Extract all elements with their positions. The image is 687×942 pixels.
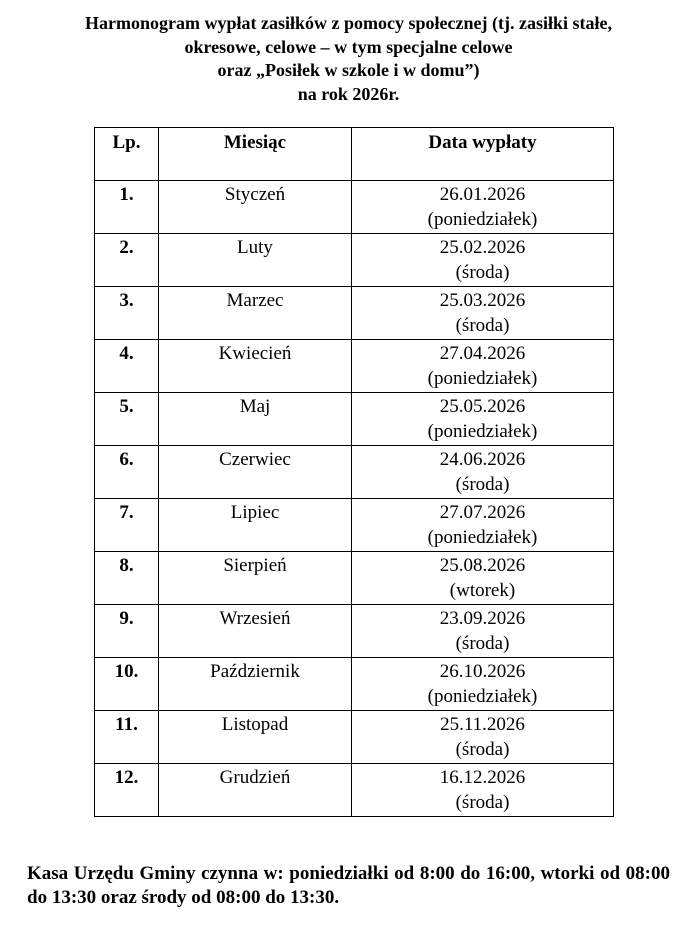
- row-payment-date: 27.07.2026: [439, 502, 526, 523]
- row-payment-date-cell: [352, 446, 614, 499]
- row-weekday: (środa): [455, 633, 510, 654]
- row-number: 10.: [95, 658, 159, 711]
- table-body: [95, 181, 614, 817]
- row-number: 5.: [95, 393, 159, 446]
- row-payment-date: 26.10.2026: [439, 661, 526, 682]
- row-weekday: (środa): [455, 739, 510, 760]
- table-row: [95, 181, 614, 234]
- header-lp: Lp.: [95, 128, 159, 181]
- table-row: [95, 499, 614, 552]
- row-number: 7.: [95, 499, 159, 552]
- table-row: [95, 764, 614, 817]
- row-payment-date: 25.11.2026: [440, 714, 525, 735]
- table-row: [95, 446, 614, 499]
- row-month: Maj: [159, 393, 352, 446]
- row-payment-date: 25.02.2026: [439, 237, 526, 258]
- row-payment-date: 25.05.2026: [439, 396, 526, 417]
- payment-schedule-table: [94, 127, 614, 817]
- header-date: Data wypłaty: [352, 128, 614, 181]
- title-line-2: okresowe, celowe – w tym specjalne celowe: [184, 36, 513, 57]
- row-number: 6.: [95, 446, 159, 499]
- table-row: [95, 552, 614, 605]
- row-month: Wrzesień: [159, 605, 352, 658]
- row-weekday: (wtorek): [449, 580, 516, 601]
- row-month: Sierpień: [159, 552, 352, 605]
- row-month: Styczeń: [159, 181, 352, 234]
- row-payment-date-cell: [352, 181, 614, 234]
- row-number: 1.: [95, 181, 159, 234]
- row-number: 11.: [95, 711, 159, 764]
- row-payment-date: 24.06.2026: [439, 449, 526, 470]
- row-payment-date: 26.01.2026: [439, 184, 526, 205]
- row-number: 9.: [95, 605, 159, 658]
- row-month: Lipiec: [159, 499, 352, 552]
- document-title: [20, 12, 677, 106]
- table-row: [95, 287, 614, 340]
- row-payment-date: 23.09.2026: [439, 608, 526, 629]
- row-weekday: (poniedziałek): [427, 421, 538, 442]
- row-payment-date-cell: [352, 234, 614, 287]
- row-weekday: (środa): [455, 474, 510, 495]
- row-payment-date-cell: [352, 393, 614, 446]
- table-header-row: [95, 128, 614, 181]
- row-month: Marzec: [159, 287, 352, 340]
- table-row: [95, 340, 614, 393]
- row-number: 8.: [95, 552, 159, 605]
- table-row: [95, 605, 614, 658]
- table-row: [95, 393, 614, 446]
- row-payment-date-cell: [352, 499, 614, 552]
- row-payment-date-cell: [352, 711, 614, 764]
- row-payment-date-cell: [352, 340, 614, 393]
- office-hours-note: Kasa Urzędu Gminy czynna w: poniedziałki od 8:00 do 16:00, wtorki od 08:00 do 13:30 oraz środy od 08:00 do 13:30.: [27, 863, 670, 908]
- row-payment-date-cell: [352, 287, 614, 340]
- row-number: 12.: [95, 764, 159, 817]
- row-number: 3.: [95, 287, 159, 340]
- row-payment-date: 16.12.2026: [439, 767, 526, 788]
- row-month: Listopad: [159, 711, 352, 764]
- row-payment-date: 27.04.2026: [439, 343, 526, 364]
- title-line-3: oraz „Posiłek w szkole i w domu”): [217, 60, 480, 80]
- table-row: [95, 711, 614, 764]
- title-line-4: na rok 2026r.: [297, 83, 400, 104]
- row-month: Grudzień: [159, 764, 352, 817]
- table-row: [95, 658, 614, 711]
- row-weekday: (środa): [455, 262, 510, 283]
- row-month: Kwiecień: [159, 340, 352, 393]
- row-number: 4.: [95, 340, 159, 393]
- row-payment-date-cell: [352, 764, 614, 817]
- row-payment-date: 25.08.2026: [439, 555, 526, 576]
- header-month: Miesiąc: [159, 128, 352, 181]
- row-weekday: (środa): [455, 315, 510, 336]
- row-month: Luty: [159, 234, 352, 287]
- row-number: 2.: [95, 234, 159, 287]
- table-row: [95, 234, 614, 287]
- row-payment-date: 25.03.2026: [439, 290, 526, 311]
- row-month: Czerwiec: [159, 446, 352, 499]
- row-weekday: (poniedziałek): [427, 209, 538, 230]
- row-payment-date-cell: [352, 605, 614, 658]
- row-payment-date-cell: [352, 658, 614, 711]
- row-month: Październik: [159, 658, 352, 711]
- row-payment-date-cell: [352, 552, 614, 605]
- title-line-1: Harmonogram wypłat zasiłków z pomocy społecznej (tj. zasiłki stałe,: [85, 13, 612, 33]
- row-weekday: (środa): [455, 792, 510, 813]
- row-weekday: (poniedziałek): [427, 368, 538, 389]
- row-weekday: (poniedziałek): [427, 527, 538, 548]
- row-weekday: (poniedziałek): [427, 686, 538, 707]
